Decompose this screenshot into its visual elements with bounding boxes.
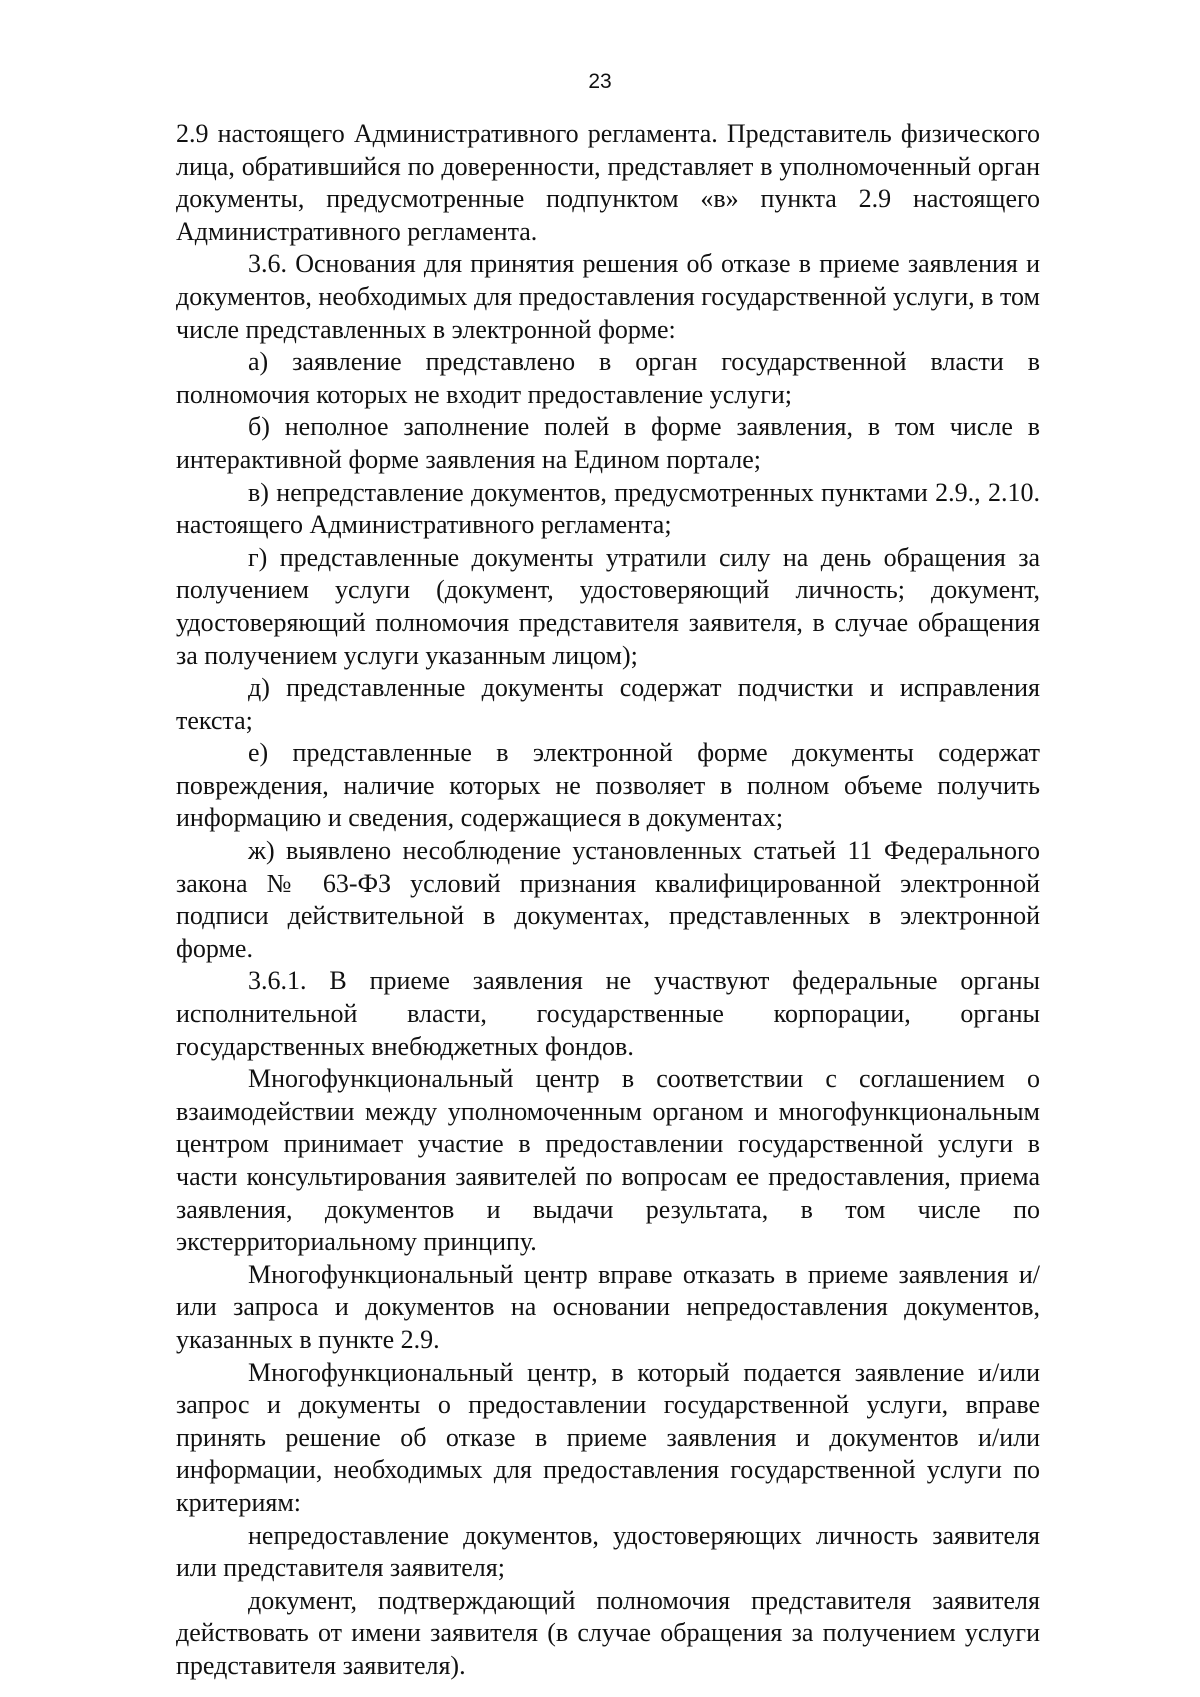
paragraph-mfc-interaction: Многофункциональный центр в соответствии с соглашением о взаимодействии между уполномоченным органом и многофункциональным центром принимает участие в предоставлении государственной услуги в части консультирования заявителей по вопросам ее предоставления, приема заявления, документов и выдачи результата, в том числе по экстерриториальному принципу. — [176, 1064, 1040, 1257]
paragraph-mfc-refusal: Многофункциональный центр вправе отказать в приеме заявления и/или запроса и документов на основании непредоставления документов, указанных в пункте 2.9. — [176, 1259, 1040, 1354]
criterion-identity-documents: непредоставление документов, удостоверяющих личность заявителя или представителя заявителя; — [176, 1520, 1040, 1583]
document-body — [176, 118, 1040, 1683]
criterion-authority-document: документ, подтверждающий полномочия представителя заявителя действовать от имени заявителя (в случае обращения за получением услуги представителя заявителя). — [176, 1585, 1040, 1680]
list-item-zh: ж) выявлено несоблюдение установленных статьей 11 Федерального закона № 63-ФЗ условий признания квалифицированной электронной подписи действительной в документах, представленных в электронной форме. — [176, 836, 1040, 963]
page-number: 23 — [588, 70, 612, 93]
list-item-b: б) неполное заполнение полей в форме заявления, в том числе в интерактивной форме заявления на Едином портале; — [176, 412, 1040, 474]
paragraph-3-6: 3.6. Основания для принятия решения об отказе в приеме заявления и документов, необходимых для предоставления государственной услуги, в том числе представленных в электронной форме: — [176, 249, 1040, 344]
list-item-a: а) заявление представлено в орган государственной власти в полномочия которых не входит предоставление услуги; — [176, 347, 1040, 409]
paragraph-3-6-1: 3.6.1. В приеме заявления не участвуют федеральные органы исполнительной власти, государственные корпорации, органы государственных внебюджетных фондов. — [176, 966, 1040, 1061]
list-item-e: е) представленные в электронной форме документы содержат повреждения, наличие которых не позволяет в полном объеме получить информацию и сведения, содержащиеся в документах; — [176, 738, 1040, 833]
list-item-g: г) представленные документы утратили силу на день обращения за получением услуги (документ, удостоверяющий личность; документ, удостоверяющий полномочия представителя заявителя, в случае обращения за получением услуги указанным лицом); — [176, 542, 1040, 670]
paragraph-continuation: 2.9 настоящего Административного регламента. Представитель физического лица, обратившийся по доверенности, представляет в уполномоченный орган документы, предусмотренные подпунктом «в» пункта 2.9 настоящего Административного регламента. — [176, 119, 1040, 246]
list-item-d: д) представленные документы содержат подчистки и исправления текста; — [176, 673, 1040, 735]
paragraph-mfc-criteria: Многофункциональный центр, в который подается заявление и/или запрос и документы о предоставлении государственной услуги, вправе принять решение об отказе в приеме заявления и документов и/или информации, необходимых для предоставления государственной услуги по критериям: — [176, 1357, 1040, 1517]
list-item-v: в) непредставление документов, предусмотренных пунктами 2.9., 2.10. настоящего Административного регламента; — [176, 477, 1040, 540]
